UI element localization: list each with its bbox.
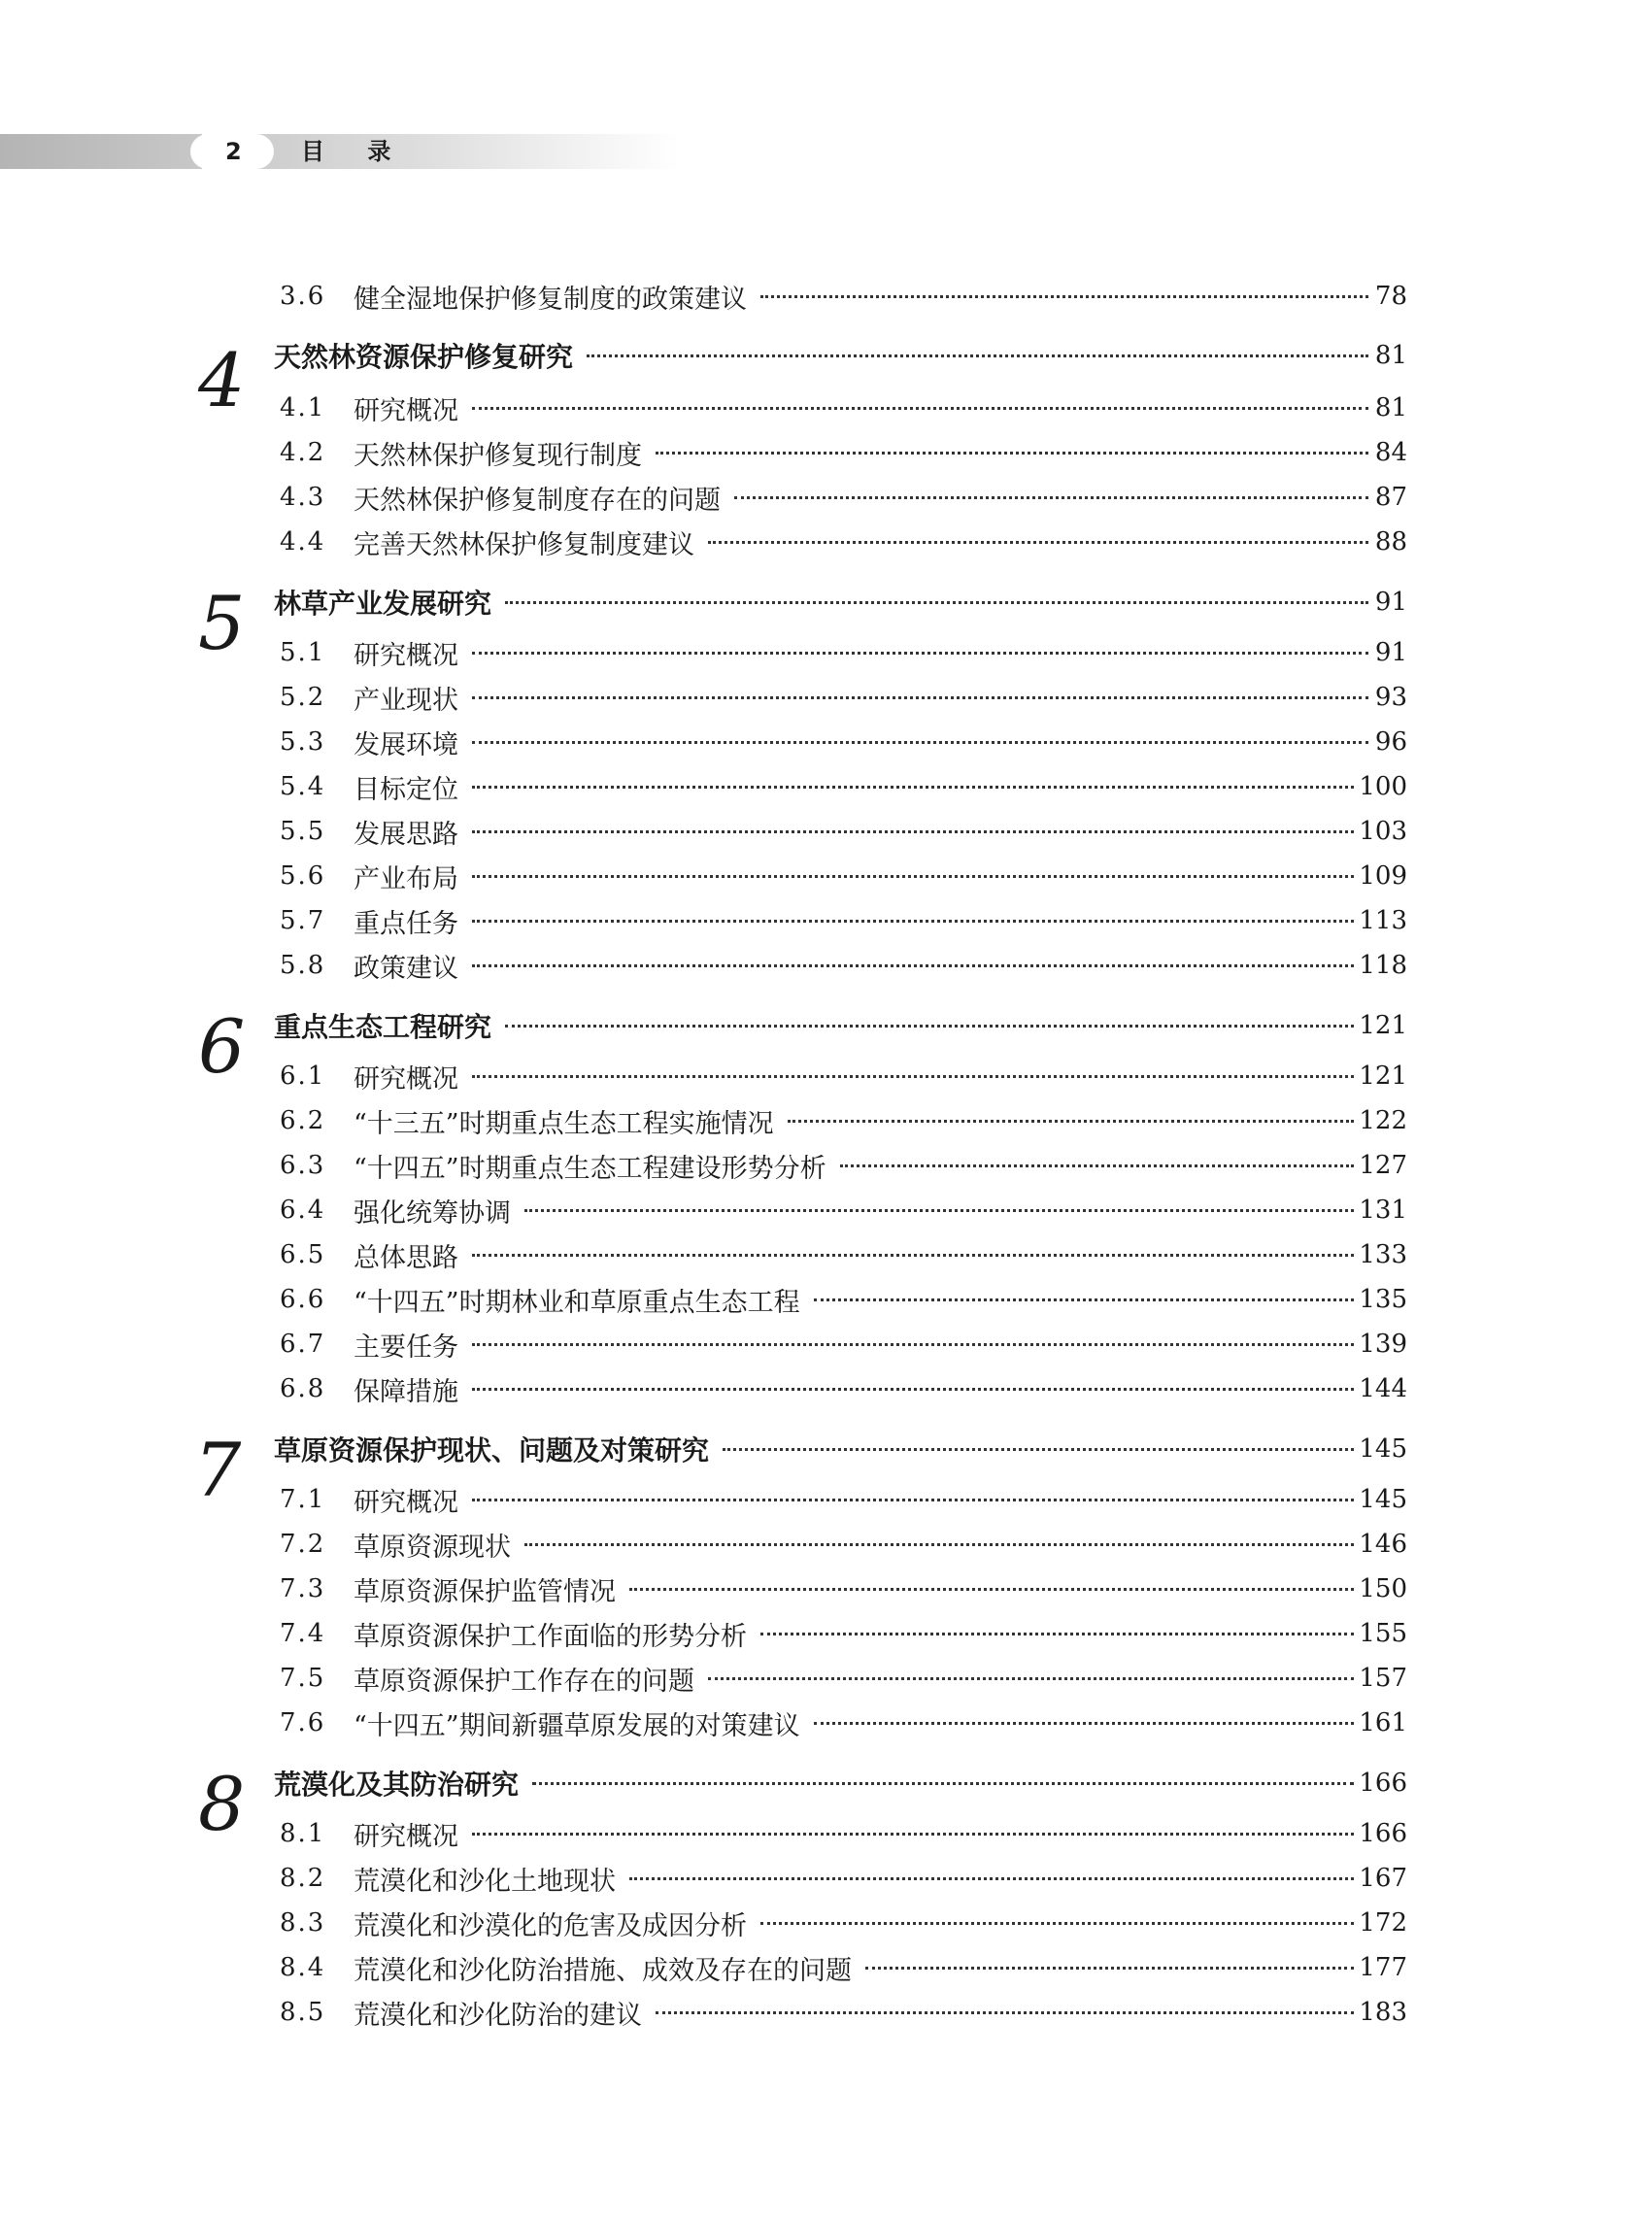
chapter-title: 重点生态工程研究 xyxy=(274,1011,492,1043)
section-number: 7.2 xyxy=(280,1530,326,1559)
section-number: 8.5 xyxy=(280,1998,326,2027)
dot-leader xyxy=(472,678,1368,717)
page-reference: 155 xyxy=(1359,1619,1407,1648)
section-number: 8.2 xyxy=(280,1864,326,1893)
dot-leader xyxy=(532,1764,1354,1803)
page-reference: 183 xyxy=(1359,1998,1407,2027)
section-title: 草原资源保护工作存在的问题 xyxy=(354,1666,694,1697)
section-title: 重点任务 xyxy=(354,908,458,939)
section-number: 4.2 xyxy=(280,438,326,467)
toc-row[interactable] xyxy=(0,1703,1652,1742)
section-title: 总体思路 xyxy=(354,1242,458,1273)
toc-row[interactable] xyxy=(0,1146,1652,1185)
page-reference: 133 xyxy=(1359,1240,1407,1269)
section-title: 天然林保护修复制度存在的问题 xyxy=(354,485,721,516)
dot-leader xyxy=(472,1235,1354,1274)
toc-row[interactable] xyxy=(0,388,1652,427)
page-reference: 172 xyxy=(1359,1908,1407,1938)
page-reference: 81 xyxy=(1374,341,1407,370)
dot-leader xyxy=(472,901,1354,940)
chapter-number: 5 xyxy=(198,580,246,666)
dot-leader xyxy=(840,1146,1354,1185)
toc-row[interactable] xyxy=(0,1525,1652,1564)
page-reference: 145 xyxy=(1359,1434,1407,1464)
toc-row[interactable] xyxy=(0,946,1652,985)
page-reference: 167 xyxy=(1359,1864,1407,1893)
dot-leader xyxy=(708,523,1368,561)
page-title: 目 录 xyxy=(301,138,409,165)
section-title: 产业布局 xyxy=(354,863,458,894)
page-reference: 91 xyxy=(1374,588,1407,617)
toc-row[interactable] xyxy=(0,1993,1652,2032)
toc-row[interactable] xyxy=(0,1101,1652,1140)
dot-leader xyxy=(524,1191,1354,1230)
dot-leader xyxy=(472,1325,1354,1364)
dot-leader xyxy=(472,1480,1354,1519)
dot-leader xyxy=(708,1659,1354,1698)
section-number: 8.4 xyxy=(280,1953,326,1982)
chapter-title: 草原资源保护现状、问题及对策研究 xyxy=(274,1434,710,1466)
dot-leader xyxy=(472,857,1354,895)
section-number: 5.3 xyxy=(280,727,326,757)
toc-row[interactable] xyxy=(0,723,1652,761)
section-title: 草原资源现状 xyxy=(354,1532,511,1563)
section-title: 草原资源保护工作面临的形势分析 xyxy=(354,1621,747,1652)
section-number: 5.2 xyxy=(280,683,326,712)
dot-leader xyxy=(656,1993,1354,2032)
section-title: 主要任务 xyxy=(354,1332,458,1363)
page-reference: 121 xyxy=(1359,1011,1407,1040)
toc-chapter-row[interactable] xyxy=(0,336,1652,375)
section-number: 6.5 xyxy=(280,1240,326,1269)
dot-leader xyxy=(524,1525,1354,1564)
chapter-title: 荒漠化及其防治研究 xyxy=(274,1769,520,1801)
section-number: 6.3 xyxy=(280,1151,326,1180)
dot-leader xyxy=(629,1859,1354,1898)
toc-row[interactable] xyxy=(0,1904,1652,1942)
dot-leader xyxy=(629,1569,1354,1608)
toc-row[interactable] xyxy=(0,767,1652,806)
dot-leader xyxy=(865,1948,1354,1987)
section-number: 5.6 xyxy=(280,861,326,891)
page-reference: 144 xyxy=(1359,1374,1407,1403)
dot-leader xyxy=(505,1006,1354,1045)
section-title: 目标定位 xyxy=(354,774,458,805)
page-reference: 93 xyxy=(1374,683,1407,712)
dot-leader xyxy=(472,767,1354,806)
section-number: 6.2 xyxy=(280,1106,326,1135)
page-reference: 91 xyxy=(1374,638,1407,667)
dot-leader xyxy=(472,723,1368,761)
section-title: 天然林保护修复现行制度 xyxy=(354,440,642,471)
toc-chapter-row[interactable] xyxy=(0,583,1652,622)
chapter-number: 6 xyxy=(198,1003,246,1090)
chapter-number: 4 xyxy=(198,337,246,423)
toc-row[interactable] xyxy=(0,678,1652,717)
section-number: 7.3 xyxy=(280,1574,326,1603)
section-number: 6.1 xyxy=(280,1062,326,1091)
section-number: 4.1 xyxy=(280,393,326,422)
section-title: 荒漠化和沙化防治的建议 xyxy=(354,2000,642,2031)
section-title: 发展环境 xyxy=(354,729,458,760)
page-reference: 157 xyxy=(1359,1664,1407,1693)
toc-row[interactable] xyxy=(0,901,1652,940)
dot-leader xyxy=(734,478,1368,517)
dot-leader xyxy=(760,1614,1354,1653)
dot-leader xyxy=(760,1904,1354,1942)
section-title: 草原资源保护监管情况 xyxy=(354,1576,616,1607)
toc-row[interactable] xyxy=(0,433,1652,472)
toc-row[interactable] xyxy=(0,1325,1652,1364)
dot-leader xyxy=(472,812,1354,851)
dot-leader xyxy=(814,1703,1354,1742)
section-title: 发展思路 xyxy=(354,819,458,850)
section-title: “十四五”时期林业和草原重点生态工程 xyxy=(354,1287,800,1318)
toc-chapter-row[interactable] xyxy=(0,1764,1652,1803)
section-number: 6.6 xyxy=(280,1285,326,1314)
section-title: 荒漠化和沙化土地现状 xyxy=(354,1866,616,1897)
toc-row[interactable] xyxy=(0,1057,1652,1096)
page-reference: 150 xyxy=(1359,1574,1407,1603)
page-reference: 131 xyxy=(1359,1196,1407,1225)
section-title: 研究概况 xyxy=(354,1487,458,1518)
page-reference: 96 xyxy=(1374,727,1407,757)
section-title: 荒漠化和沙化防治措施、成效及存在的问题 xyxy=(354,1955,852,1986)
section-title: “十三五”时期重点生态工程实施情况 xyxy=(354,1108,774,1139)
dot-leader xyxy=(472,1369,1354,1408)
toc-row[interactable] xyxy=(0,812,1652,851)
page-reference: 166 xyxy=(1359,1819,1407,1848)
section-number: 7.1 xyxy=(280,1485,326,1514)
page-reference: 103 xyxy=(1359,817,1407,846)
page-reference: 161 xyxy=(1359,1708,1407,1737)
toc-row[interactable] xyxy=(0,1859,1652,1898)
section-number: 4.3 xyxy=(280,483,326,512)
dot-leader xyxy=(472,388,1368,427)
dot-leader xyxy=(723,1430,1354,1468)
toc-row[interactable] xyxy=(0,1480,1652,1519)
section-number: 5.8 xyxy=(280,951,326,980)
dot-leader xyxy=(472,946,1354,985)
section-number: 6.7 xyxy=(280,1330,326,1359)
chapter-number: 8 xyxy=(198,1761,246,1847)
dot-leader xyxy=(472,1814,1354,1853)
dot-leader xyxy=(587,336,1368,375)
page-reference: 127 xyxy=(1359,1151,1407,1180)
toc-row[interactable] xyxy=(0,1191,1652,1230)
page-reference: 81 xyxy=(1374,393,1407,422)
toc-row[interactable] xyxy=(0,633,1652,672)
toc-row[interactable] xyxy=(0,1614,1652,1653)
toc-row[interactable] xyxy=(0,478,1652,517)
section-number: 3.6 xyxy=(280,282,326,311)
section-title: 荒漠化和沙漠化的危害及成因分析 xyxy=(354,1910,747,1941)
page-reference: 118 xyxy=(1359,951,1407,980)
chapter-title: 天然林资源保护修复研究 xyxy=(274,341,574,373)
dot-leader xyxy=(472,1057,1354,1096)
section-title: “十四五”期间新疆草原发展的对策建议 xyxy=(354,1710,800,1741)
dot-leader xyxy=(656,433,1368,472)
section-number: 8.3 xyxy=(280,1908,326,1938)
dot-leader xyxy=(788,1101,1354,1140)
page-reference: 113 xyxy=(1359,906,1407,935)
section-number: 6.4 xyxy=(280,1196,326,1225)
toc-row[interactable] xyxy=(0,1659,1652,1698)
toc-row[interactable] xyxy=(0,857,1652,895)
page-reference: 78 xyxy=(1374,282,1407,311)
section-number: 7.4 xyxy=(280,1619,326,1648)
page-reference: 122 xyxy=(1359,1106,1407,1135)
dot-leader xyxy=(472,633,1368,672)
section-title: 研究概况 xyxy=(354,640,458,671)
section-number: 8.1 xyxy=(280,1819,326,1848)
page-reference: 135 xyxy=(1359,1285,1407,1314)
section-number: 7.5 xyxy=(280,1664,326,1693)
section-title: 健全湿地保护修复制度的政策建议 xyxy=(354,284,747,315)
page-number: 2 xyxy=(225,138,242,165)
chapter-title: 林草产业发展研究 xyxy=(274,588,492,620)
dot-leader xyxy=(814,1280,1354,1319)
page-reference: 87 xyxy=(1374,483,1407,512)
section-title: 研究概况 xyxy=(354,1063,458,1095)
page-reference: 177 xyxy=(1359,1953,1407,1982)
section-number: 6.8 xyxy=(280,1374,326,1403)
section-number: 5.1 xyxy=(280,638,326,667)
toc-row[interactable] xyxy=(0,523,1652,561)
section-title: 强化统筹协调 xyxy=(354,1197,511,1229)
toc-row[interactable] xyxy=(0,1814,1652,1853)
toc-row[interactable] xyxy=(0,277,1652,316)
toc-chapter-row[interactable] xyxy=(0,1430,1652,1468)
section-number: 5.7 xyxy=(280,906,326,935)
section-title: 研究概况 xyxy=(354,395,458,426)
page-reference: 121 xyxy=(1359,1062,1407,1091)
toc-row[interactable] xyxy=(0,1235,1652,1274)
page-reference: 100 xyxy=(1359,772,1407,801)
toc-chapter-row[interactable] xyxy=(0,1006,1652,1045)
dot-leader xyxy=(760,277,1368,316)
toc-row[interactable] xyxy=(0,1369,1652,1408)
page-reference: 146 xyxy=(1359,1530,1407,1559)
section-number: 5.5 xyxy=(280,817,326,846)
toc-row[interactable] xyxy=(0,1569,1652,1608)
section-title: 产业现状 xyxy=(354,685,458,716)
section-title: “十四五”时期重点生态工程建设形势分析 xyxy=(354,1153,826,1184)
section-number: 5.4 xyxy=(280,772,326,801)
section-number: 7.6 xyxy=(280,1708,326,1737)
section-title: 完善天然林保护修复制度建议 xyxy=(354,529,694,560)
page-reference: 109 xyxy=(1359,861,1407,891)
section-title: 研究概况 xyxy=(354,1821,458,1852)
section-title: 政策建议 xyxy=(354,953,458,984)
page-reference: 166 xyxy=(1359,1769,1407,1798)
page-reference: 139 xyxy=(1359,1330,1407,1359)
page-reference: 88 xyxy=(1374,527,1407,556)
section-number: 4.4 xyxy=(280,527,326,556)
chapter-number: 7 xyxy=(194,1427,242,1513)
page-reference: 145 xyxy=(1359,1485,1407,1514)
page-reference: 84 xyxy=(1374,438,1407,467)
dot-leader xyxy=(505,583,1368,622)
section-title: 保障措施 xyxy=(354,1376,458,1407)
toc-row[interactable] xyxy=(0,1280,1652,1319)
toc-row[interactable] xyxy=(0,1948,1652,1987)
